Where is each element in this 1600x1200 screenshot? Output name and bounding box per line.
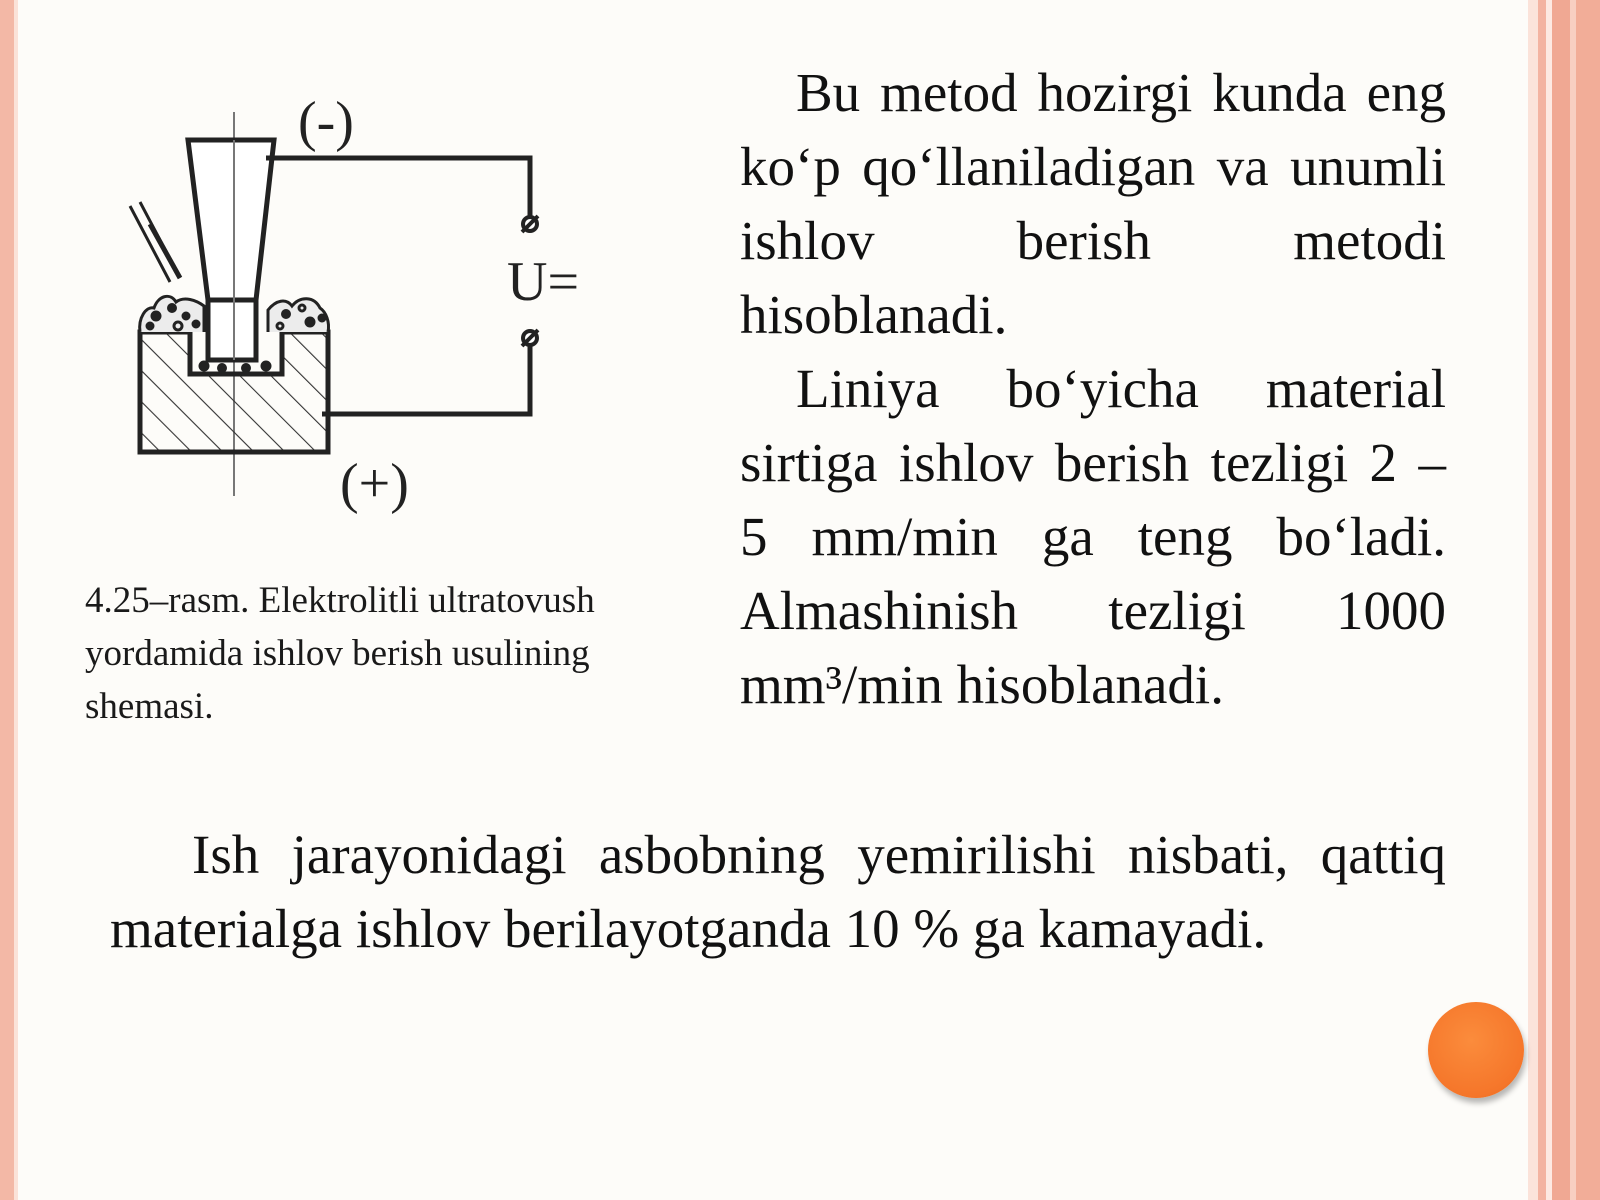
left-decorative-stripe [0, 0, 14, 1200]
figure-caption: 4.25–rasm. Elektrolitli ultratovush yordamida ishlov berish usulining shemasi. [85, 580, 595, 727]
positive-terminal-label: (+) [340, 453, 409, 515]
right-decorative-border [1528, 0, 1600, 1200]
slurry-feed-nozzle [130, 202, 180, 282]
paragraph-wear: Ish jarayonidagi asbobning yemirilishi nisbati, qattiq materialga ishlov berilayotganda 10 % ga kamayadi. [110, 824, 1446, 959]
paragraph-speed: Liniya bo‘yicha material sirtiga ishlov berish tezligi 2 – 5 mm/min ga teng bo‘ladi. Almashinish tezligi 1000 mm³/min hisoblanadi. [740, 358, 1446, 715]
paragraph-method: Bu metod hozirgi kunda eng ko‘p qo‘llaniladigan va unumli ishlov berish metodi hisoblanadi. [740, 62, 1446, 345]
orange-decorative-circle [1428, 1002, 1524, 1098]
electrolytic-ultrasonic-machining-diagram [110, 60, 630, 540]
bottom-text-block [110, 818, 1446, 966]
dc-voltage-label: U= [507, 251, 580, 313]
tool-tip [208, 300, 256, 360]
left-decorative-stripe-inner [14, 0, 18, 1200]
negative-terminal-label: (-) [298, 91, 354, 153]
ultrasonic-horn [188, 140, 274, 300]
right-text-block [740, 56, 1446, 722]
